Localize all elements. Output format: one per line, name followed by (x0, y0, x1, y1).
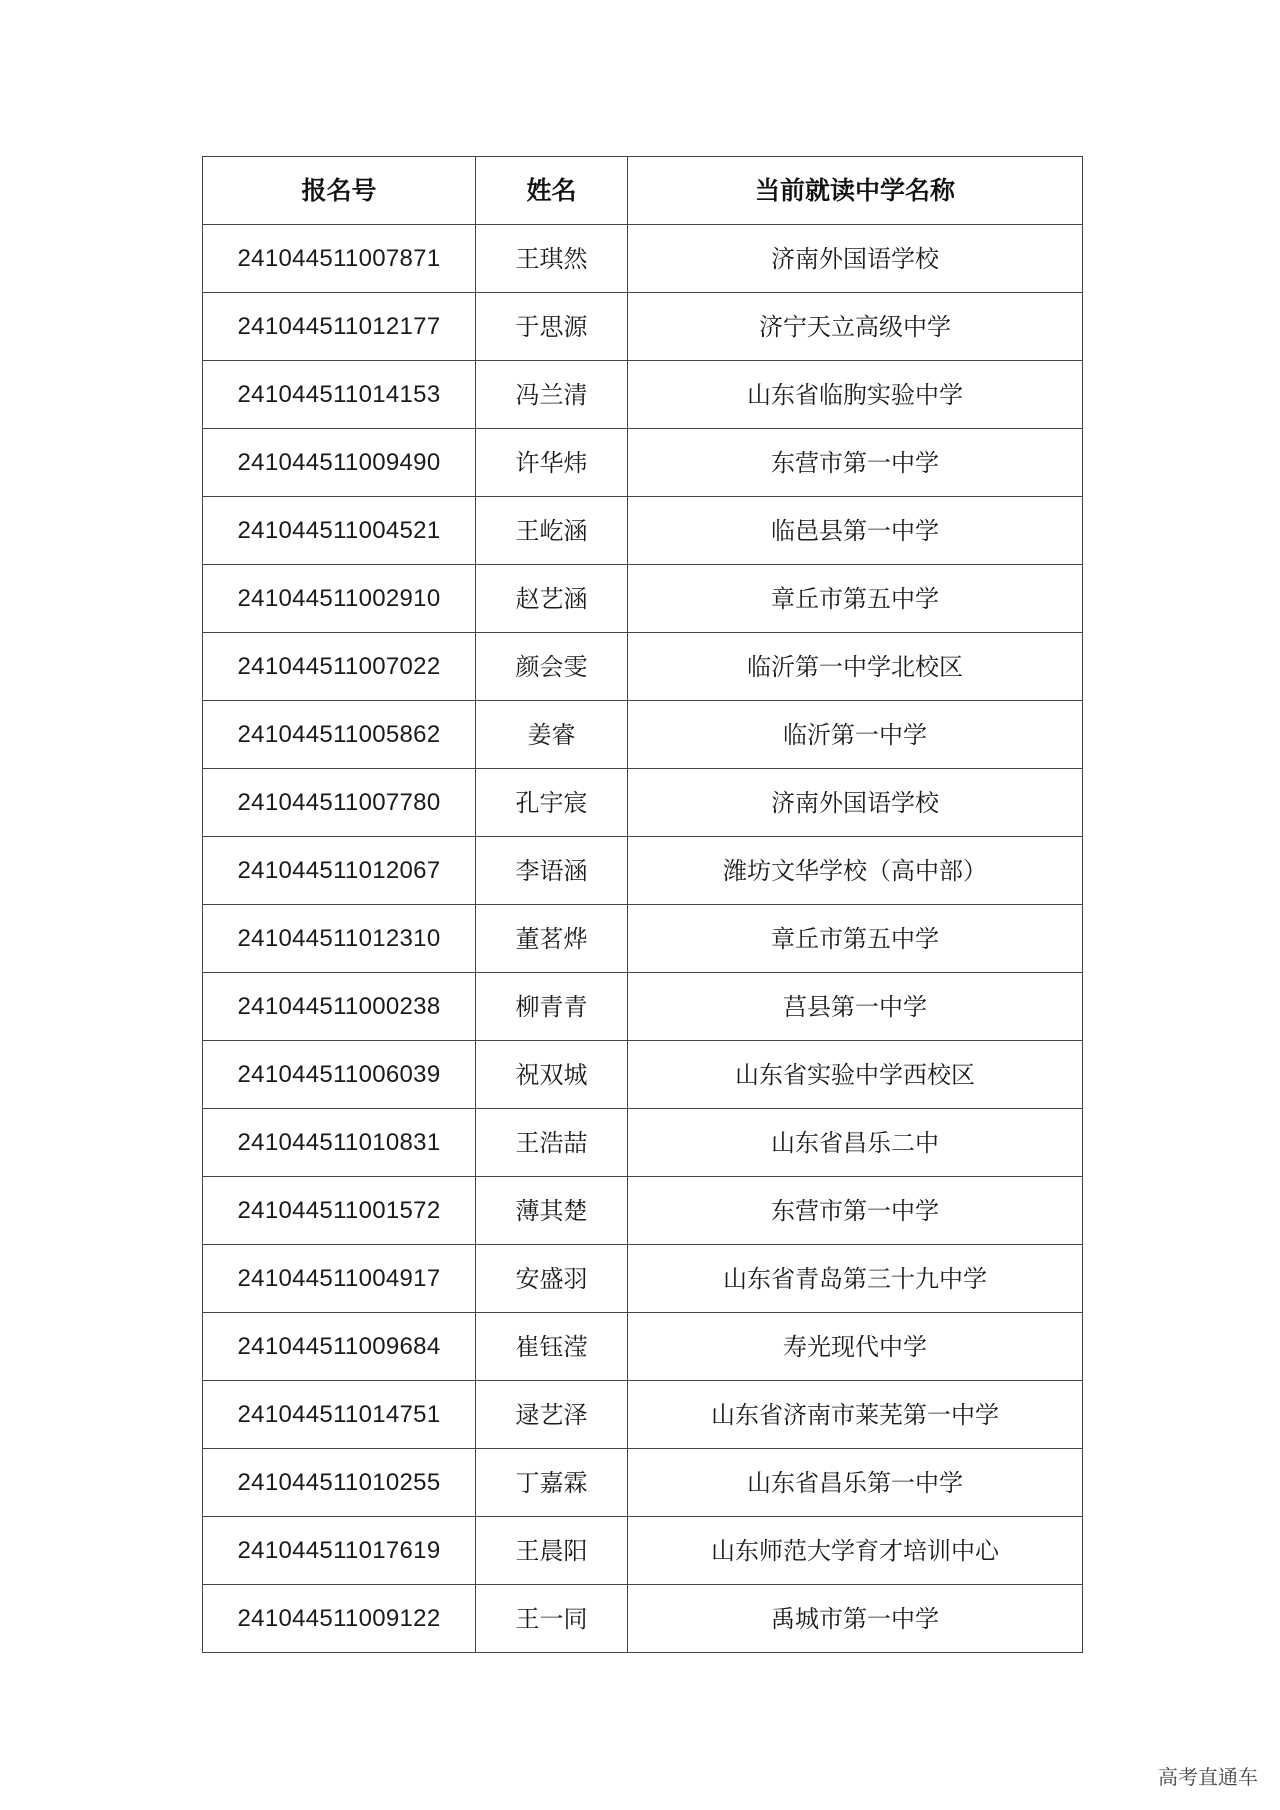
student-name-cell: 颜会雯 (476, 633, 628, 701)
table-row (203, 1585, 1083, 1653)
student-name-cell: 逯艺泽 (476, 1381, 628, 1449)
table-header-row (203, 157, 1083, 225)
school-name-cell: 潍坊文华学校（高中部） (628, 837, 1083, 905)
student-name-cell: 王屹涵 (476, 497, 628, 565)
table-row (203, 1041, 1083, 1109)
header-school-name: 当前就读中学名称 (628, 157, 1083, 225)
registration-number-cell: 241044511014751 (203, 1381, 476, 1449)
school-name-cell: 山东省临朐实验中学 (628, 361, 1083, 429)
table-row (203, 1109, 1083, 1177)
student-name-cell: 薄其楚 (476, 1177, 628, 1245)
school-name-cell: 莒县第一中学 (628, 973, 1083, 1041)
registration-number-cell: 241044511017619 (203, 1517, 476, 1585)
student-name-cell: 安盛羽 (476, 1245, 628, 1313)
school-name-cell: 山东省昌乐二中 (628, 1109, 1083, 1177)
registration-number-cell: 241044511004917 (203, 1245, 476, 1313)
student-name-cell: 孔宇宸 (476, 769, 628, 837)
school-name-cell: 济南外国语学校 (628, 769, 1083, 837)
school-name-cell: 济南外国语学校 (628, 225, 1083, 293)
student-roster-table (202, 156, 1083, 1653)
header-name: 姓名 (476, 157, 628, 225)
registration-number-cell: 241044511004521 (203, 497, 476, 565)
table-row (203, 565, 1083, 633)
table-row (203, 1517, 1083, 1585)
school-name-cell: 东营市第一中学 (628, 429, 1083, 497)
school-name-cell: 山东省实验中学西校区 (628, 1041, 1083, 1109)
table-row (203, 293, 1083, 361)
school-name-cell: 寿光现代中学 (628, 1313, 1083, 1381)
student-name-cell: 赵艺涵 (476, 565, 628, 633)
table-row (203, 361, 1083, 429)
student-name-cell: 祝双城 (476, 1041, 628, 1109)
school-name-cell: 禹城市第一中学 (628, 1585, 1083, 1653)
registration-number-cell: 241044511010831 (203, 1109, 476, 1177)
table-row (203, 497, 1083, 565)
registration-number-cell: 241044511006039 (203, 1041, 476, 1109)
table-row (203, 429, 1083, 497)
student-name-cell: 王晨阳 (476, 1517, 628, 1585)
student-name-cell: 丁嘉霖 (476, 1449, 628, 1517)
registration-number-cell: 241044511010255 (203, 1449, 476, 1517)
student-name-cell: 王浩喆 (476, 1109, 628, 1177)
school-name-cell: 临邑县第一中学 (628, 497, 1083, 565)
registration-number-cell: 241044511005862 (203, 701, 476, 769)
table-row (203, 225, 1083, 293)
school-name-cell: 章丘市第五中学 (628, 565, 1083, 633)
student-name-cell: 董茗烨 (476, 905, 628, 973)
registration-number-cell: 241044511007022 (203, 633, 476, 701)
header-registration-number: 报名号 (203, 157, 476, 225)
registration-number-cell: 241044511014153 (203, 361, 476, 429)
table-row (203, 1381, 1083, 1449)
student-name-cell: 柳青青 (476, 973, 628, 1041)
student-name-cell: 于思源 (476, 293, 628, 361)
school-name-cell: 章丘市第五中学 (628, 905, 1083, 973)
school-name-cell: 山东省青岛第三十九中学 (628, 1245, 1083, 1313)
table-row (203, 1245, 1083, 1313)
student-name-cell: 姜睿 (476, 701, 628, 769)
registration-number-cell: 241044511001572 (203, 1177, 476, 1245)
table-row (203, 905, 1083, 973)
student-name-cell: 冯兰清 (476, 361, 628, 429)
school-name-cell: 东营市第一中学 (628, 1177, 1083, 1245)
school-name-cell: 山东省济南市莱芜第一中学 (628, 1381, 1083, 1449)
table-row (203, 1449, 1083, 1517)
registration-number-cell: 241044511009122 (203, 1585, 476, 1653)
table-row (203, 837, 1083, 905)
table-body (203, 225, 1083, 1653)
student-name-cell: 许华炜 (476, 429, 628, 497)
table-row (203, 1313, 1083, 1381)
school-name-cell: 济宁天立高级中学 (628, 293, 1083, 361)
student-name-cell: 崔钰滢 (476, 1313, 628, 1381)
table-row (203, 769, 1083, 837)
table-row (203, 973, 1083, 1041)
registration-number-cell: 241044511009684 (203, 1313, 476, 1381)
school-name-cell: 临沂第一中学 (628, 701, 1083, 769)
watermark-text: 高考直通车 (1158, 1765, 1258, 1789)
registration-number-cell: 241044511012067 (203, 837, 476, 905)
student-name-cell: 王琪然 (476, 225, 628, 293)
student-name-cell: 李语涵 (476, 837, 628, 905)
registration-number-cell: 241044511009490 (203, 429, 476, 497)
school-name-cell: 山东师范大学育才培训中心 (628, 1517, 1083, 1585)
school-name-cell: 山东省昌乐第一中学 (628, 1449, 1083, 1517)
table-row (203, 633, 1083, 701)
registration-number-cell: 241044511007780 (203, 769, 476, 837)
table-row (203, 1177, 1083, 1245)
school-name-cell: 临沂第一中学北校区 (628, 633, 1083, 701)
registration-number-cell: 241044511002910 (203, 565, 476, 633)
registration-number-cell: 241044511007871 (203, 225, 476, 293)
student-name-cell: 王一同 (476, 1585, 628, 1653)
registration-number-cell: 241044511012310 (203, 905, 476, 973)
registration-number-cell: 241044511012177 (203, 293, 476, 361)
registration-number-cell: 241044511000238 (203, 973, 476, 1041)
table-row (203, 701, 1083, 769)
